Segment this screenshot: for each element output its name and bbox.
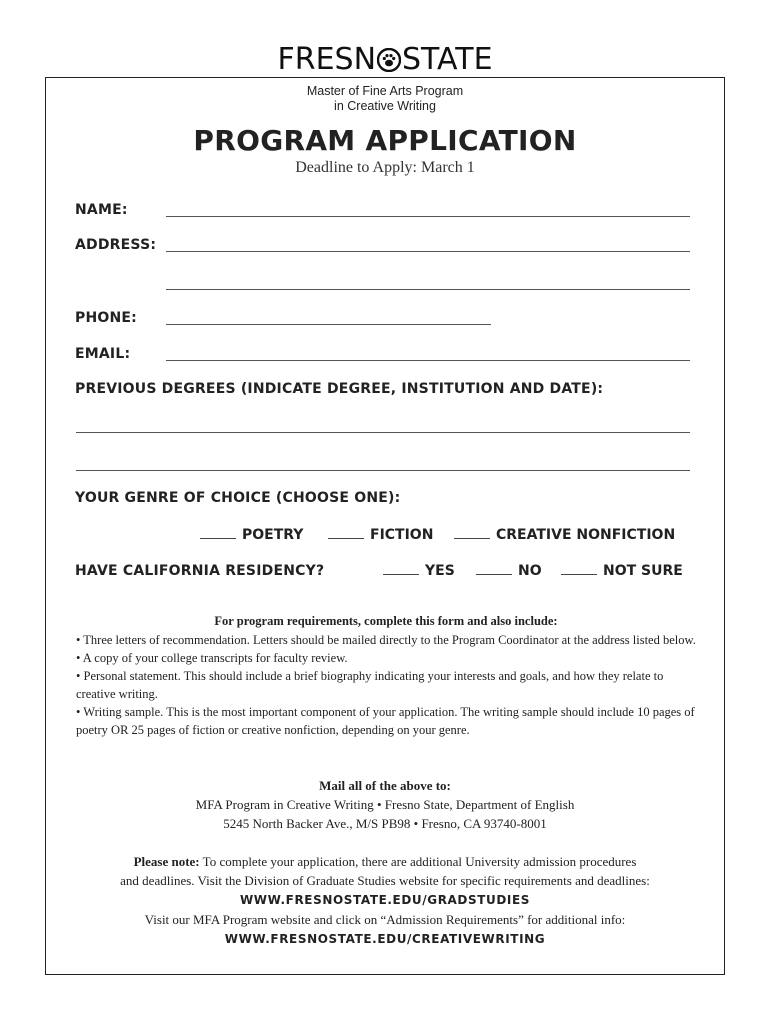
requirements-section [76,612,696,739]
checkbox-blank[interactable] [476,574,512,575]
requirement-item: • A copy of your college transcripts for faculty review. [76,651,348,665]
residency-label: HAVE CALIFORNIA RESIDENCY? [75,563,325,579]
genre-option-poetry-label: POETRY [242,527,304,543]
note-text1: To complete your application, there are additional University admission procedures [199,854,637,869]
requirement-item: • Writing sample. This is the most important component of your application. The writing sample should include 10 pages of poetry OR 25 pages of fiction or creative nonfiction, depending on your genre. [76,705,695,737]
requirement-item: • Three letters of recommendation. Letters should be mailed directly to the Program Coordinator at the address listed below. [76,633,696,647]
mailing-line2: 5245 North Backer Ave., M/S PB98 • Fresno, CA 93740-8001 [223,816,547,831]
name-label: NAME: [75,202,128,218]
address-label: ADDRESS: [75,237,157,253]
genre-label: YOUR GENRE OF CHOICE (CHOOSE ONE): [75,490,401,506]
logo-text-left: FRESN [277,42,377,77]
requirements-heading: For program requirements, complete this form and also include: [214,614,558,628]
phone-label: PHONE: [75,310,137,326]
mailing-heading: Mail all of the above to: [319,778,451,793]
gradstudies-link[interactable]: WWW.FRESNOSTATE.EDU/GRADSTUDIES [239,893,531,907]
email-field[interactable] [166,360,690,361]
mailing-line1: MFA Program in Creative Writing • Fresno State, Department of English [195,797,575,812]
residency-option-no-label: NO [518,563,542,579]
degrees-field-line2[interactable] [76,470,690,471]
genre-option-fiction-label: FICTION [370,527,434,543]
degrees-field-line1[interactable] [76,432,690,433]
genre-option-creative-nonfiction[interactable] [454,527,675,543]
genre-option-fiction[interactable] [328,527,433,543]
email-label: EMAIL: [75,346,131,362]
note-line3: Visit our MFA Program website and click on “Admission Requirements” for additional info: [144,912,626,927]
fresno-state-logo [0,42,770,80]
name-field[interactable] [166,216,690,217]
deadline-text: Deadline to Apply: March 1 [295,159,475,176]
bulldog-paw-icon [377,45,401,80]
program-name-line1: Master of Fine Arts Program [306,84,464,98]
residency-option-yes[interactable] [383,563,455,579]
checkbox-blank[interactable] [328,538,364,539]
address-field-line1[interactable] [166,251,690,252]
residency-option-yes-label: YES [425,563,455,579]
creativewriting-link[interactable]: WWW.FRESNOSTATE.EDU/CREATIVEWRITING [224,932,546,946]
note-line2: and deadlines. Visit the Division of Graduate Studies website for specific requirements and deadlines: [120,873,650,888]
note-label: Please note: [133,854,200,869]
page-title: PROGRAM APPLICATION [193,124,577,157]
requirement-item: • Personal statement. This should include a brief biography indicating your interests and goals, and how they relate to creative writing. [76,669,664,701]
genre-option-poetry[interactable] [200,527,303,543]
logo-text-right: STATE [402,42,493,77]
checkbox-blank[interactable] [383,574,419,575]
form-border [45,77,725,975]
residency-option-not-sure-label: NOT SURE [603,563,683,579]
phone-field[interactable] [166,324,491,325]
program-name-line2: in Creative Writing [334,99,436,113]
residency-option-not-sure[interactable] [561,563,683,579]
previous-degrees-label: PREVIOUS DEGREES (INDICATE DEGREE, INSTITUTION AND DATE): [75,381,604,397]
note-line1 [0,852,770,871]
checkbox-blank[interactable] [200,538,236,539]
address-field-line2[interactable] [166,289,690,290]
genre-option-creative-nonfiction-label: CREATIVE NONFICTION [496,527,676,543]
residency-option-no[interactable] [476,563,542,579]
checkbox-blank[interactable] [561,574,597,575]
checkbox-blank[interactable] [454,538,490,539]
